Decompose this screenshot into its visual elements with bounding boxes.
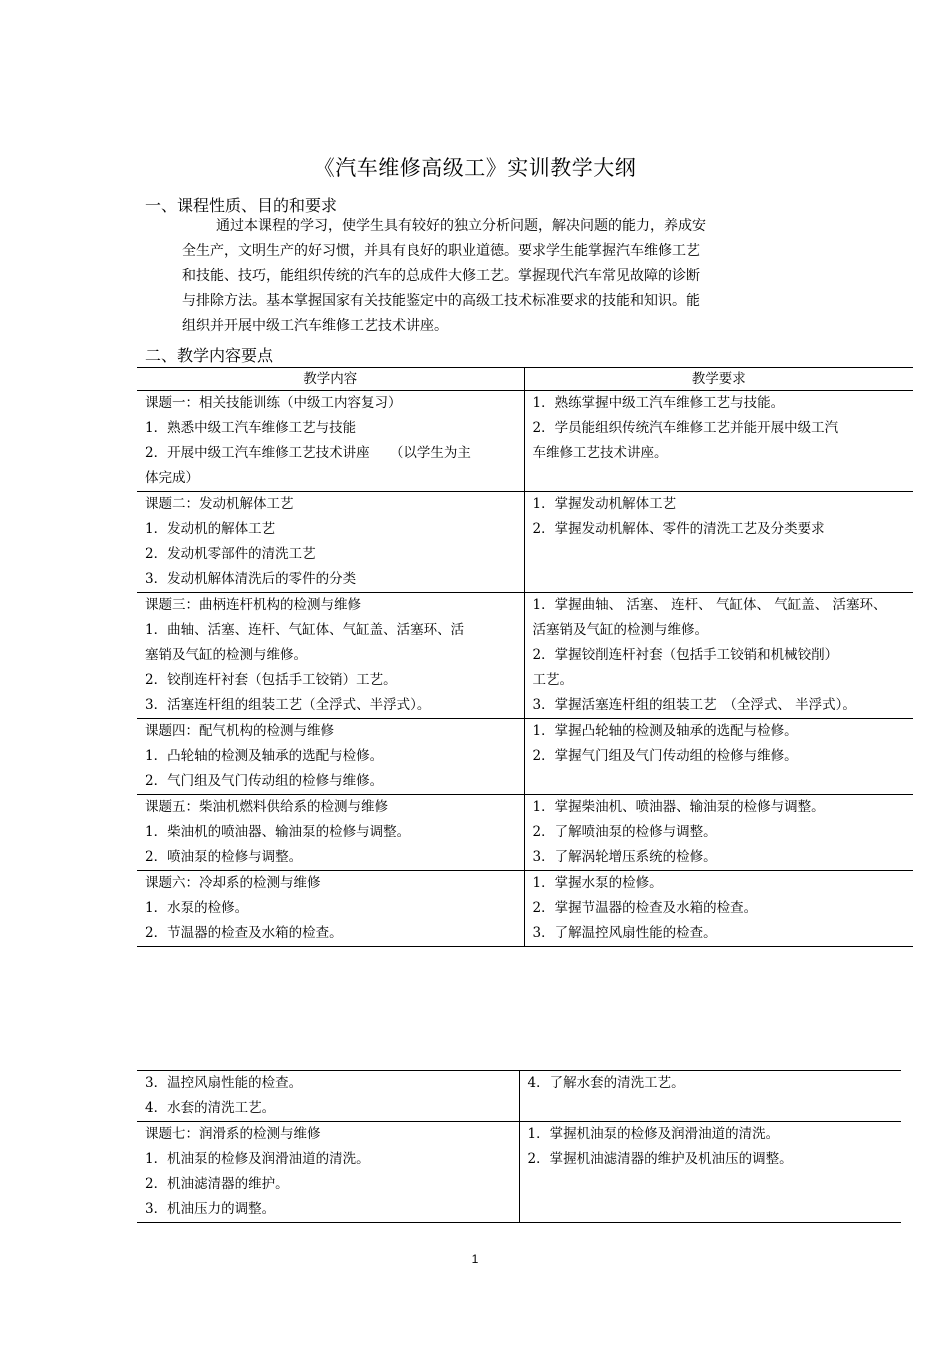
page-number: 1 [471, 1252, 479, 1266]
cell-line: 1．凸轮轴的检测及轴承的选配与检修。 [145, 748, 384, 764]
paragraph-line: 组织并开展中级工汽车维修工艺技术讲座。 [182, 318, 448, 334]
table-row [137, 593, 913, 719]
requirements-cell [519, 1122, 901, 1223]
table-row [137, 1071, 901, 1122]
cell-line: 4．水套的清洗工艺。 [145, 1100, 276, 1116]
cell-line: 2．机油滤清器的维护。 [145, 1176, 289, 1192]
cell-line: 1．水泵的检修。 [145, 900, 249, 916]
cell-line: 体完成） [145, 470, 199, 486]
content-cell [137, 871, 524, 947]
cell-line: 2．喷油泵的检修与调整。 [145, 849, 303, 865]
cell-line: 3．发动机解体清洗后的零件的分类 [145, 571, 357, 587]
cell-line: 1．熟练掌握中级工汽车维修工艺与技能。 [532, 395, 785, 411]
requirements-cell [524, 492, 913, 593]
table-header-row [137, 368, 913, 391]
cell-line: 3．掌握活塞连杆组的组装工艺 （全浮式、 半浮式）。 [532, 697, 856, 713]
cell-line: 1．掌握发动机解体工艺 [532, 496, 677, 512]
table-row [137, 1122, 901, 1223]
cell-line: 课题三：曲柄连杆机构的检测与维修 [145, 597, 361, 613]
cell-line: 1．熟悉中级工汽车维修工艺与技能 [145, 420, 357, 436]
requirements-cell [524, 871, 913, 947]
cell-line: 2．气门组及气门传动组的检修与维修。 [145, 773, 384, 789]
cell-line: 2．发动机零部件的清洗工艺 [145, 546, 316, 562]
requirements-cell [524, 593, 913, 719]
cell-line: 1．掌握曲轴、 活塞、 连杆、 气缸体、 气缸盖、 活塞环、 [532, 597, 887, 613]
cell-line: 3．了解涡轮增压系统的检修。 [532, 849, 717, 865]
cell-line: 2．掌握节温器的检查及水箱的检查。 [532, 900, 758, 916]
cell-line: 3．温控风扇性能的检查。 [145, 1075, 303, 1091]
content-cell [137, 391, 524, 492]
cell-line: 2．学员能组织传统汽车维修工艺并能开展中级工汽 [532, 420, 839, 436]
cell-line: 1．掌握机油泵的检修及润滑油道的清洗。 [527, 1126, 780, 1142]
cell-line: 2．掌握发动机解体、零件的清洗工艺及分类要求 [532, 521, 825, 537]
cell-line: 课题二：发动机解体工艺 [145, 496, 294, 512]
cell-line: 4．了解水套的清洗工艺。 [527, 1075, 685, 1091]
cell-line: 1．机油泵的检修及润滑油道的清洗。 [145, 1151, 370, 1167]
table-row [137, 795, 913, 871]
content-cell [137, 1071, 519, 1122]
cell-line: 活塞销及气缸的检测与维修。 [532, 622, 708, 638]
cell-line: 2．节温器的检查及水箱的检查。 [145, 925, 343, 941]
paragraph-line: 通过本课程的学习，使学生具有较好的独立分析问题，解决问题的能力，养成安 [216, 218, 706, 234]
cell-line: 2．掌握机油滤清器的维护及机油压的调整。 [527, 1151, 793, 1167]
cell-line: 塞销及气缸的检测与维修。 [145, 647, 307, 663]
cell-line: 课题四：配气机构的检测与维修 [145, 723, 334, 739]
cell-line: 2．掌握铰削连杆衬套（包括手工铰销和机械铰削） [532, 647, 839, 663]
paragraph-line: 全生产，文明生产的好习惯，并具有良好的职业道德。要求学生能掌握汽车维修工艺 [182, 243, 700, 259]
requirements-cell [519, 1071, 901, 1122]
content-cell [137, 492, 524, 593]
section-heading-1: 一、课程性质、目的和要求 [145, 196, 338, 215]
cell-line: 课题七：润滑系的检测与维修 [145, 1126, 321, 1142]
table-row [137, 719, 913, 795]
cell-line: 1．掌握柴油机、喷油器、输油泵的检修与调整。 [532, 799, 825, 815]
header-content: 教学内容 [137, 368, 524, 391]
teaching-content-table-continued [137, 1070, 901, 1223]
teaching-content-table [137, 367, 913, 947]
cell-line: 3．机油压力的调整。 [145, 1201, 276, 1217]
cell-line: 3．了解温控风扇性能的检查。 [532, 925, 717, 941]
content-cell [137, 1122, 519, 1223]
requirements-cell [524, 719, 913, 795]
cell-line: 课题六：冷却系的检测与维修 [145, 875, 321, 891]
cell-line: 课题五：柴油机燃料供给系的检测与维修 [145, 799, 388, 815]
cell-line: 课题一：相关技能训练（中级工内容复习） [145, 395, 402, 411]
cell-line: 2．开展中级工汽车维修工艺技术讲座 （以学生为主 [145, 445, 471, 461]
content-cell [137, 593, 524, 719]
table-row [137, 391, 913, 492]
cell-line: 2．了解喷油泵的检修与调整。 [532, 824, 717, 840]
cell-line: 2．铰削连杆衬套（包括手工铰销）工艺。 [145, 672, 397, 688]
section-heading-2: 二、教学内容要点 [145, 346, 274, 365]
content-cell [137, 719, 524, 795]
cell-line: 车维修工艺技术讲座。 [532, 445, 668, 461]
cell-line: 1．曲轴、活塞、连杆、气缸体、气缸盖、活塞环、活 [145, 622, 465, 638]
page-title: 《汽车维修高级工》实训教学大纲 [313, 156, 637, 180]
section-1-paragraph [182, 214, 744, 339]
cell-line: 1．掌握水泵的检修。 [532, 875, 663, 891]
paragraph-line: 和技能、技巧，能组织传统的汽车的总成件大修工艺。掌握现代汽车常见故障的诊断 [182, 268, 700, 284]
cell-line: 1．柴油机的喷油器、输油泵的检修与调整。 [145, 824, 411, 840]
cell-line: 2．掌握气门组及气门传动组的检修与维修。 [532, 748, 798, 764]
paragraph-line: 与排除方法。基本掌握国家有关技能鉴定中的高级工技术标准要求的技能和知识。能 [182, 293, 700, 309]
header-requirements: 教学要求 [524, 368, 913, 391]
table-row [137, 492, 913, 593]
requirements-cell [524, 391, 913, 492]
cell-line: 1．掌握凸轮轴的检测及轴承的选配与检修。 [532, 723, 798, 739]
table-row [137, 871, 913, 947]
cell-line: 3．活塞连杆组的组装工艺（全浮式、半浮式）。 [145, 697, 431, 713]
content-cell [137, 795, 524, 871]
cell-line: 工艺。 [532, 672, 573, 688]
requirements-cell [524, 795, 913, 871]
cell-line: 1．发动机的解体工艺 [145, 521, 276, 537]
